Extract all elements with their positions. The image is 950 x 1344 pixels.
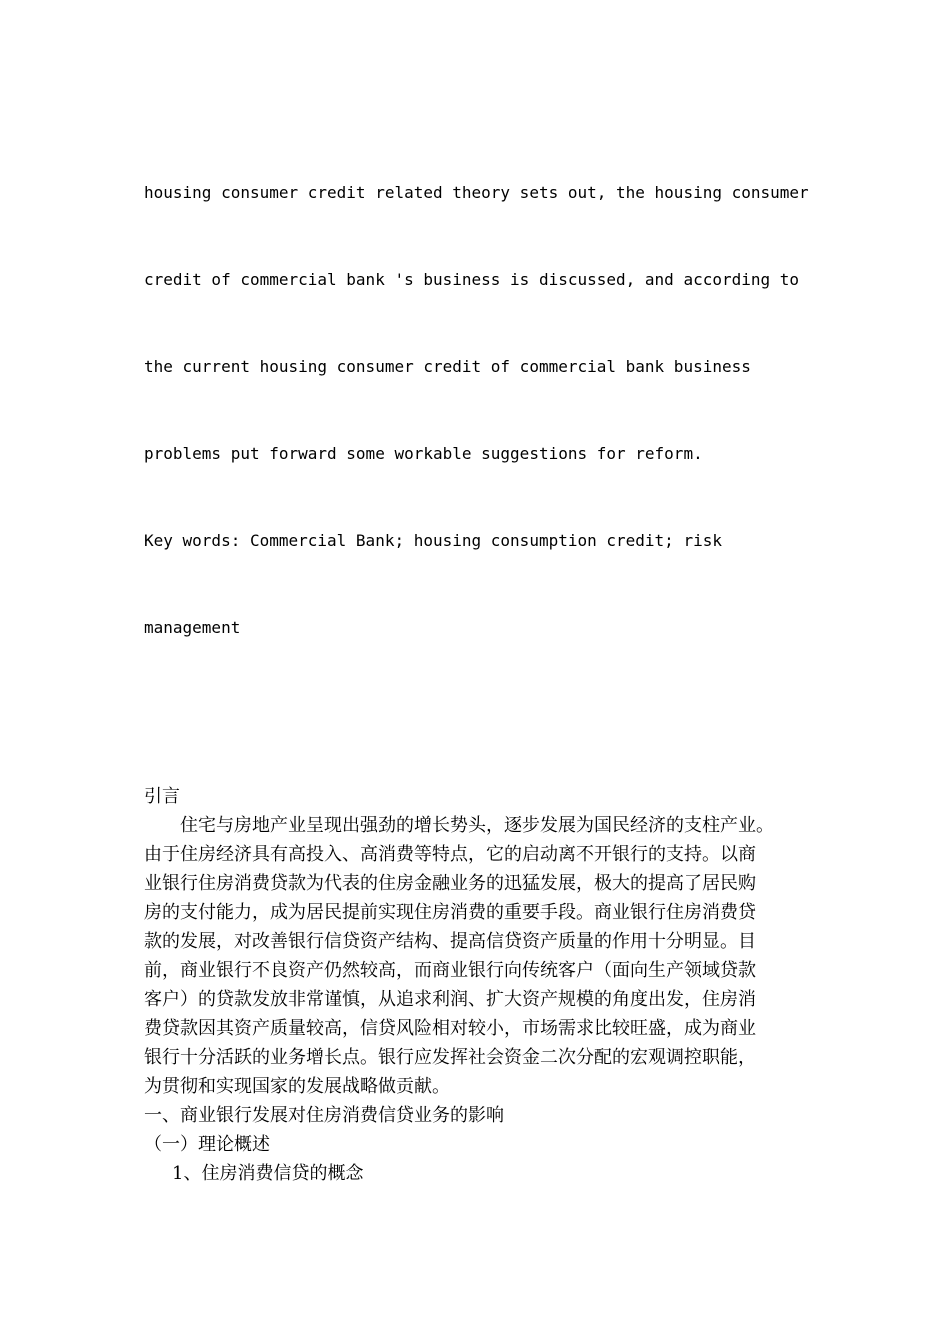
keywords-line: management	[144, 618, 241, 637]
abstract-line: housing consumer credit related theory sets out, the housing consumer	[144, 183, 809, 202]
abstract-line: credit of commercial bank 's business is discussed, and according to	[144, 270, 800, 289]
section-subheading: （一）理论概述	[144, 1134, 270, 1155]
section-subsubheading: 1、住房消费信贷的概念	[172, 1163, 364, 1184]
abstract-english	[144, 120, 824, 700]
keywords-line: Key words: Commercial Bank; housing consumption credit; risk	[144, 531, 722, 550]
intro-paragraph-line: 客户）的贷款发放非常谨慎，从追求利润、扩大资产规模的角度出发，住房消	[144, 989, 756, 1010]
intro-paragraph-line: 前，商业银行不良资产仍然较高，而商业银行向传统客户（面向生产领域贷款	[144, 960, 756, 981]
intro-paragraph-line: 银行十分活跃的业务增长点。银行应发挥社会资金二次分配的宏观调控职能，	[144, 1047, 756, 1068]
intro-title: 引言	[144, 786, 180, 807]
intro-paragraph-line: 款的发展，对改善银行信贷资产结构、提高信贷资产质量的作用十分明显。目	[144, 931, 756, 952]
section-heading: 一、商业银行发展对住房消费信贷业务的影响	[144, 1105, 504, 1126]
abstract-line: the current housing consumer credit of commercial bank business	[144, 357, 751, 376]
intro-paragraph-line: 业银行住房消费贷款为代表的住房金融业务的迅猛发展，极大的提高了居民购	[144, 873, 756, 894]
intro-paragraph-line: 房的支付能力，成为居民提前实现住房消费的重要手段。商业银行住房消费贷	[144, 902, 756, 923]
intro-paragraph-line: 由于住房经济具有高投入、高消费等特点，它的启动离不开银行的支持。以商	[144, 844, 756, 865]
intro-paragraph-line: 住宅与房地产业呈现出强劲的增长势头，逐步发展为国民经济的支柱产业。	[180, 815, 774, 836]
intro-paragraph-line: 为贯彻和实现国家的发展战略做贡献。	[144, 1076, 450, 1097]
body-text	[144, 782, 824, 1188]
abstract-line: problems put forward some workable suggestions for reform.	[144, 444, 703, 463]
intro-paragraph-line: 费贷款因其资产质量较高，信贷风险相对较小，市场需求比较旺盛，成为商业	[144, 1018, 756, 1039]
